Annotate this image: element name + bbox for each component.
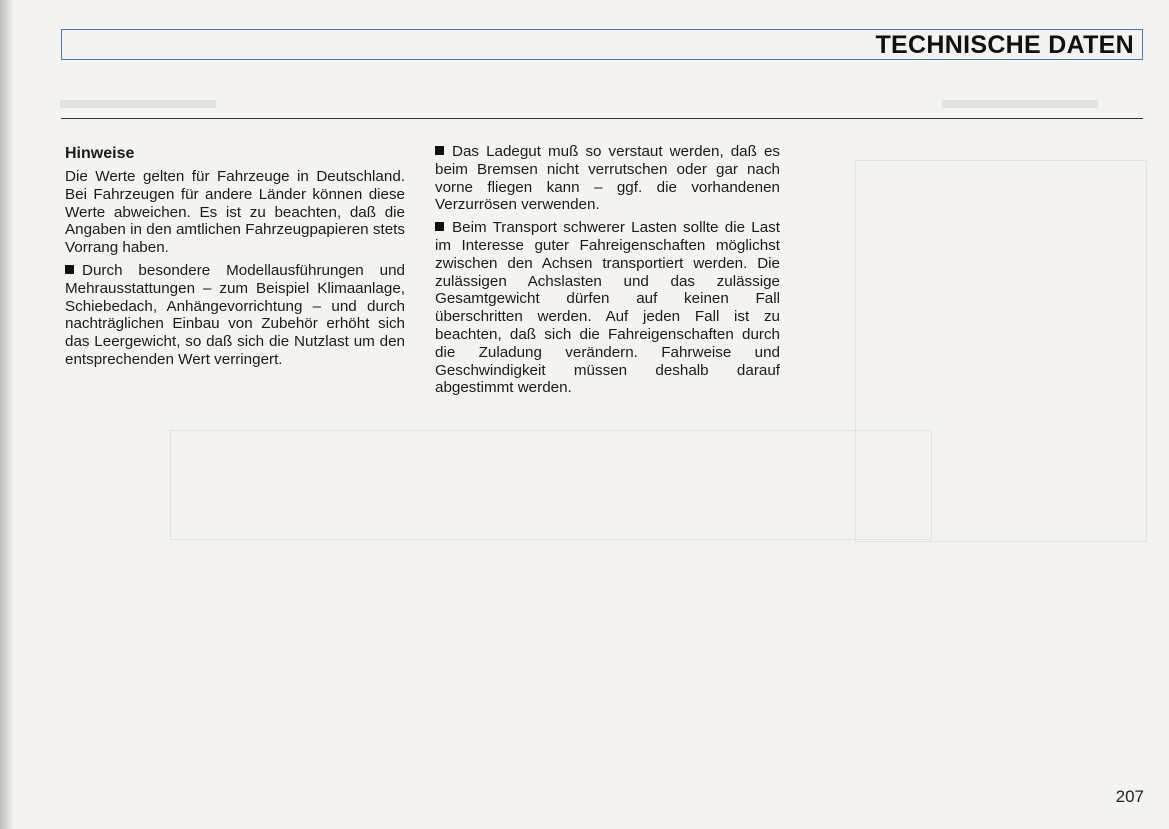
bullet-text: Das Ladegut muß so verstaut werden, daß es beim Bremsen nicht verrutschen oder gar nach vorne fliegen kann – ggf. die vorhandenen Verzurrösen verwenden. <box>435 143 780 214</box>
bleed-through-shadow: ▬▬▬▬▬▬ <box>60 84 216 114</box>
section-title: TECHNISCHE DATEN <box>875 31 1134 59</box>
notes-bullet-paragraph <box>65 262 405 369</box>
bullet-text: Beim Transport schwerer Lasten sollte die Last im Interesse guter Fahreigenschaften möglichst zwischen den Achsen transportiert werden. Die zulässigen Achslasten und das zulässige Gesamtgewicht dürfen auf keinen Fall überschritten werden. Auf jeden Fall ist zu beachten, daß sich die Fahreigenschaften durch die Zuladung verändern. Fahrweise und Geschwindigkeit müssen deshalb darauf abgestimmt werden. <box>435 219 780 397</box>
section-header-box <box>61 29 1143 60</box>
bleed-through-table <box>855 160 1147 542</box>
header-rule <box>61 118 1143 119</box>
bullet-text: Durch besondere Modellausführungen und Mehrausstattungen – zum Beispiel Klimaanlage, Schiebedach, Anhängevorrichtung – und durch nachträglichen Einbau von Zubehör erhöht sich das Leergewicht, so daß sich die Nutzlast um den entsprechenden Wert verringert. <box>65 261 405 368</box>
bullet-square-icon <box>435 146 444 155</box>
page-spine-shadow <box>0 0 14 829</box>
notes-heading: Hinweise <box>65 145 135 162</box>
bleed-through-table <box>170 430 932 540</box>
loading-column <box>435 143 780 402</box>
page-number: 207 <box>1115 787 1144 806</box>
loading-bullet-paragraph <box>435 219 780 397</box>
notes-paragraph: Die Werte gelten für Fahrzeuge in Deutschland. Bei Fahrzeugen für andere Länder können diese Werte abweichen. Es ist zu beachten, daß die Angaben in den amtlichen Fahrzeugpapieren stets Vorrang haben. <box>65 168 405 257</box>
bullet-square-icon <box>435 222 444 231</box>
bullet-square-icon <box>65 265 74 274</box>
bleed-through-shadow: ▬▬▬▬▬▬ <box>942 84 1098 114</box>
notes-column <box>65 145 405 374</box>
loading-bullet-paragraph <box>435 143 780 214</box>
